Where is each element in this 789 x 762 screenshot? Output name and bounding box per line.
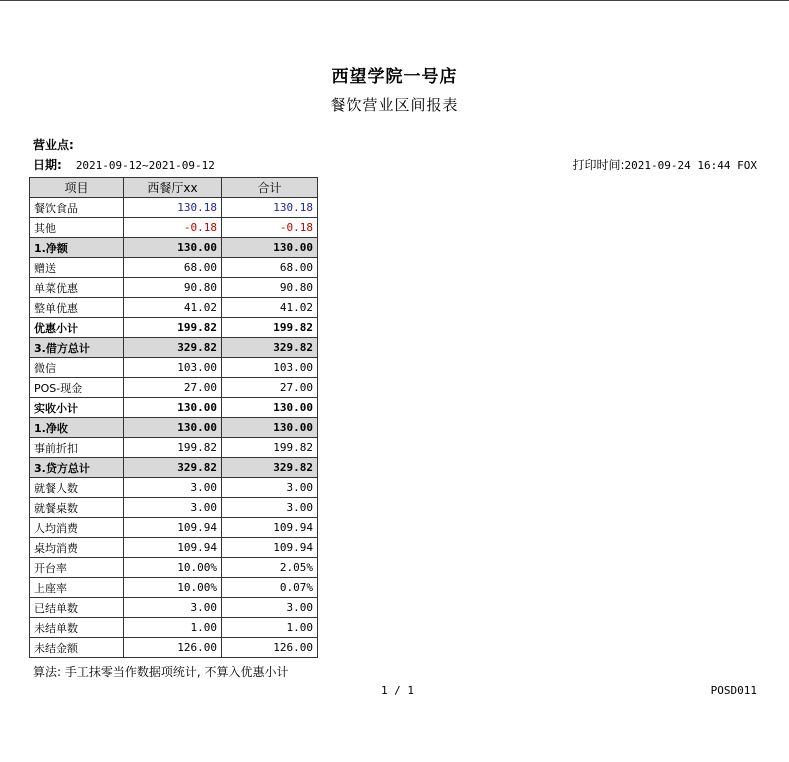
table-row <box>30 258 318 278</box>
row-label: 优惠小计 <box>30 318 124 338</box>
row-value-total: 199.82 <box>222 438 318 458</box>
row-value-total: 1.00 <box>222 618 318 638</box>
table-row <box>30 618 318 638</box>
page-number: 1 / 1 <box>380 684 415 697</box>
row-value-total: 3.00 <box>222 498 318 518</box>
table-row <box>30 358 318 378</box>
row-value-restaurant: 10.00% <box>124 558 222 578</box>
row-label: 赠送 <box>30 258 124 278</box>
header-restaurant: 西餐厅xx <box>124 178 222 198</box>
row-label: 单菜优惠 <box>30 278 124 298</box>
row-value-total: 126.00 <box>222 638 318 658</box>
row-value-total: 130.00 <box>222 398 318 418</box>
row-value-restaurant: 10.00% <box>124 578 222 598</box>
table-row <box>30 578 318 598</box>
row-value-total: 130.00 <box>222 238 318 258</box>
row-value-restaurant: 3.00 <box>124 498 222 518</box>
table-row <box>30 378 318 398</box>
table-row <box>30 518 318 538</box>
row-value-total: 130.18 <box>222 198 318 218</box>
row-label: 1.净收 <box>30 418 124 438</box>
row-label: 人均消费 <box>30 518 124 538</box>
print-time-row <box>573 156 758 173</box>
row-value-restaurant: 41.02 <box>124 298 222 318</box>
row-value-total: 90.80 <box>222 278 318 298</box>
date-value: 2021-09-12~2021-09-12 <box>75 159 215 172</box>
date-label: 日期: <box>33 158 62 172</box>
table-row <box>30 218 318 238</box>
table-row <box>30 458 318 478</box>
row-value-total: 199.82 <box>222 318 318 338</box>
row-label: 整单优惠 <box>30 298 124 318</box>
table-row <box>30 338 318 358</box>
row-value-total: 41.02 <box>222 298 318 318</box>
table-row <box>30 318 318 338</box>
row-label: 其他 <box>30 218 124 238</box>
row-value-total: 3.00 <box>222 598 318 618</box>
row-value-total: 103.00 <box>222 358 318 378</box>
table-row <box>30 538 318 558</box>
row-value-total: 27.00 <box>222 378 318 398</box>
report-code: POSD011 <box>710 684 757 697</box>
table-row <box>30 598 318 618</box>
row-value-total: -0.18 <box>222 218 318 238</box>
row-label: 3.借方总计 <box>30 338 124 358</box>
row-value-restaurant: 130.00 <box>124 398 222 418</box>
table-row <box>30 438 318 458</box>
table-row <box>30 558 318 578</box>
header-total: 合计 <box>222 178 318 198</box>
table-row <box>30 418 318 438</box>
print-time-value: 2021-09-24 16:44 FOX <box>624 159 757 172</box>
date-row <box>33 156 215 173</box>
row-value-restaurant: 130.18 <box>124 198 222 218</box>
row-value-restaurant: 27.00 <box>124 378 222 398</box>
table-row <box>30 238 318 258</box>
row-value-restaurant: 109.94 <box>124 518 222 538</box>
row-value-total: 109.94 <box>222 518 318 538</box>
row-value-restaurant: 68.00 <box>124 258 222 278</box>
row-label: 就餐桌数 <box>30 498 124 518</box>
row-label: 上座率 <box>30 578 124 598</box>
row-label: 桌均消费 <box>30 538 124 558</box>
print-time-label: 打印时间: <box>572 158 625 172</box>
header-item: 项目 <box>30 178 124 198</box>
row-value-restaurant: 130.00 <box>124 418 222 438</box>
row-value-restaurant: 199.82 <box>124 438 222 458</box>
row-label: POS-现金 <box>30 378 124 398</box>
row-label: 已结单数 <box>30 598 124 618</box>
table-body <box>30 198 318 658</box>
table-header-row <box>30 178 318 198</box>
table-row <box>30 278 318 298</box>
table-row <box>30 478 318 498</box>
table-row <box>30 298 318 318</box>
row-value-restaurant: 199.82 <box>124 318 222 338</box>
row-value-restaurant: 103.00 <box>124 358 222 378</box>
row-value-total: 2.05% <box>222 558 318 578</box>
row-label: 就餐人数 <box>30 478 124 498</box>
row-value-total: 68.00 <box>222 258 318 278</box>
row-value-restaurant: 1.00 <box>124 618 222 638</box>
row-value-restaurant: 109.94 <box>124 538 222 558</box>
row-value-total: 0.07% <box>222 578 318 598</box>
row-label: 未结金额 <box>30 638 124 658</box>
report-subtitle: 餐饮营业区间报表 <box>330 96 459 114</box>
top-border <box>0 0 789 1</box>
row-value-total: 329.82 <box>222 338 318 358</box>
report-table <box>29 177 318 658</box>
row-value-total: 130.00 <box>222 418 318 438</box>
row-value-restaurant: -0.18 <box>124 218 222 238</box>
row-value-restaurant: 329.82 <box>124 458 222 478</box>
row-value-restaurant: 90.80 <box>124 278 222 298</box>
table-row <box>30 638 318 658</box>
row-label: 开台率 <box>30 558 124 578</box>
report-title: 西望学院一号店 <box>331 67 458 87</box>
row-label: 餐饮食品 <box>30 198 124 218</box>
row-label: 微信 <box>30 358 124 378</box>
row-value-total: 109.94 <box>222 538 318 558</box>
row-value-restaurant: 3.00 <box>124 478 222 498</box>
row-label: 3.贷方总计 <box>30 458 124 478</box>
row-value-restaurant: 329.82 <box>124 338 222 358</box>
row-label: 1.净额 <box>30 238 124 258</box>
row-value-restaurant: 130.00 <box>124 238 222 258</box>
row-value-total: 3.00 <box>222 478 318 498</box>
row-label: 未结单数 <box>30 618 124 638</box>
row-value-total: 329.82 <box>222 458 318 478</box>
algorithm-footnote: 算法: 手工抹零当作数据项统计, 不算入优惠小计 <box>33 665 289 679</box>
table-row <box>30 198 318 218</box>
row-value-restaurant: 126.00 <box>124 638 222 658</box>
venue-label: 营业点: <box>33 138 74 152</box>
table-row <box>30 398 318 418</box>
table-row <box>30 498 318 518</box>
row-value-restaurant: 3.00 <box>124 598 222 618</box>
row-label: 实收小计 <box>30 398 124 418</box>
row-label: 事前折扣 <box>30 438 124 458</box>
